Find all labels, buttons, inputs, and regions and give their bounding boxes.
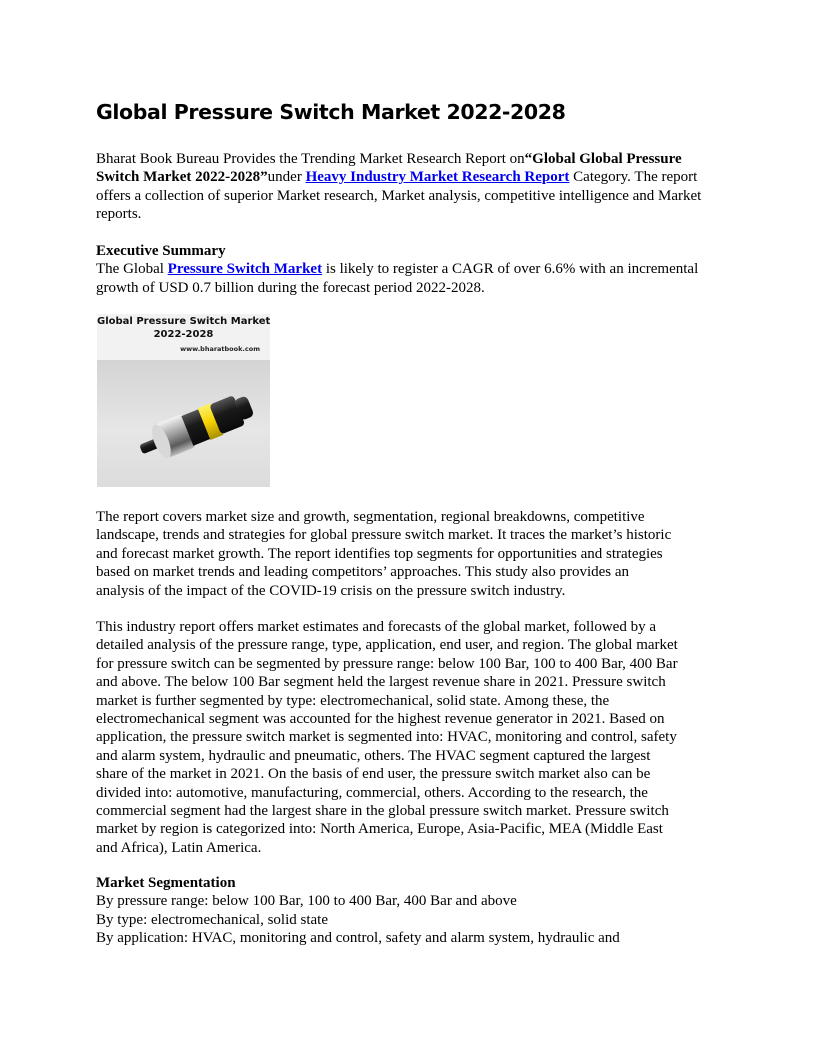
pressure-switch-photo-icon bbox=[97, 360, 270, 487]
segmentation-item: By pressure range: below 100 Bar, 100 to 400 Bar, 400 Bar and above bbox=[96, 893, 517, 910]
executive-summary bbox=[96, 242, 726, 297]
executive-summary-text: The Global bbox=[96, 261, 168, 278]
paragraph2-line: electromechanical segment was accounted for the highest revenue generator in 2021. Based on bbox=[96, 711, 665, 728]
paragraph2-line: for pressure switch can be segmented by pressure range: below 100 Bar, 100 to 400 Bar, 400 Bar bbox=[96, 655, 678, 672]
paragraph2-line: and Africa), Latin America. bbox=[96, 839, 262, 856]
cover-website: www.bharatbook.com bbox=[180, 345, 260, 353]
paragraph2-line: and alarm system, hydraulic and pneumatic, others. The HVAC segment captured the largest bbox=[96, 747, 651, 764]
report-name: “Global Global Pressure Switch Market 2022-2028” bbox=[96, 151, 682, 186]
paragraph2-line: market by region is categorized into: North America, Europe, Asia-Pacific, MEA (Middle East bbox=[96, 821, 663, 838]
category-link[interactable]: Heavy Industry Market Research Report bbox=[305, 169, 570, 186]
cover-title-line1: Global Pressure Switch Market bbox=[97, 316, 270, 327]
paragraph2-line: and above. The below 100 Bar segment held the largest revenue share in 2021. Pressure switch bbox=[96, 674, 666, 691]
cover-image bbox=[97, 314, 270, 487]
intro-under-text: under bbox=[267, 169, 306, 186]
intro-text: Bharat Book Bureau Provides the Trending Market Research Report on bbox=[96, 151, 525, 167]
paragraph2-line: market is further segmented by type: electromechanical, solid state. Among these, the bbox=[96, 692, 610, 709]
paragraph2-line: commercial segment had the largest share in the global pressure switch market. Pressure switch bbox=[96, 803, 669, 820]
paragraph2-line: divided into: automotive, manufacturing, commercial, others. According to the research, the bbox=[96, 784, 648, 801]
segmentation-item: By type: electromechanical, solid state bbox=[96, 911, 329, 928]
cover-image-header bbox=[97, 314, 270, 360]
paragraph1-line: and forecast market growth. The report identifies top segments for opportunities and strategies bbox=[96, 545, 663, 562]
paragraph2-line: detailed analysis of the pressure range, type, application, end user, and region. The global market bbox=[96, 637, 678, 654]
document-title: Global Pressure Switch Market 2022-2028 bbox=[96, 100, 566, 124]
paragraph1-line: The report covers market size and growth, segmentation, regional breakdowns, competitive bbox=[96, 509, 645, 525]
executive-summary-after-text: is likely to register a CAGR of over 6.6% with an incremental growth of USD 0.7 billion during the forecast period 2022-2028. bbox=[96, 261, 699, 296]
cover-image-title bbox=[97, 315, 270, 341]
paragraph2-line: This industry report offers market estimates and forecasts of the global market, followed by a bbox=[96, 619, 656, 635]
pressure-switch-market-link[interactable]: Pressure Switch Market bbox=[167, 261, 323, 278]
intro-after-text: Category. The report offers a collection of superior Market research, Market analysis, competitive intelligence and Market reports. bbox=[96, 169, 702, 223]
industry-report-paragraph bbox=[96, 618, 726, 857]
paragraph1-line: based on market trends and leading competitors’ approaches. This study also provides an bbox=[96, 564, 630, 581]
intro-paragraph bbox=[96, 150, 726, 224]
paragraph2-line: share of the market in 2021. On the basis of end user, the pressure switch market also can be bbox=[96, 766, 651, 783]
market-segmentation bbox=[96, 874, 726, 948]
executive-summary-heading: Executive Summary bbox=[96, 243, 226, 259]
segmentation-item: By application: HVAC, monitoring and control, safety and alarm system, hydraulic and bbox=[96, 930, 620, 947]
market-segmentation-heading: Market Segmentation bbox=[96, 875, 236, 891]
cover-title-line2: 2022-2028 bbox=[153, 329, 214, 340]
paragraph1-line: landscape, trends and strategies for global pressure switch market. It traces the market’s historic bbox=[96, 527, 672, 544]
report-coverage-paragraph bbox=[96, 508, 726, 600]
paragraph1-line: analysis of the impact of the COVID-19 crisis on the pressure switch industry. bbox=[96, 582, 566, 599]
paragraph2-line: application, the pressure switch market is segmented into: HVAC, monitoring and control, safety bbox=[96, 729, 677, 746]
